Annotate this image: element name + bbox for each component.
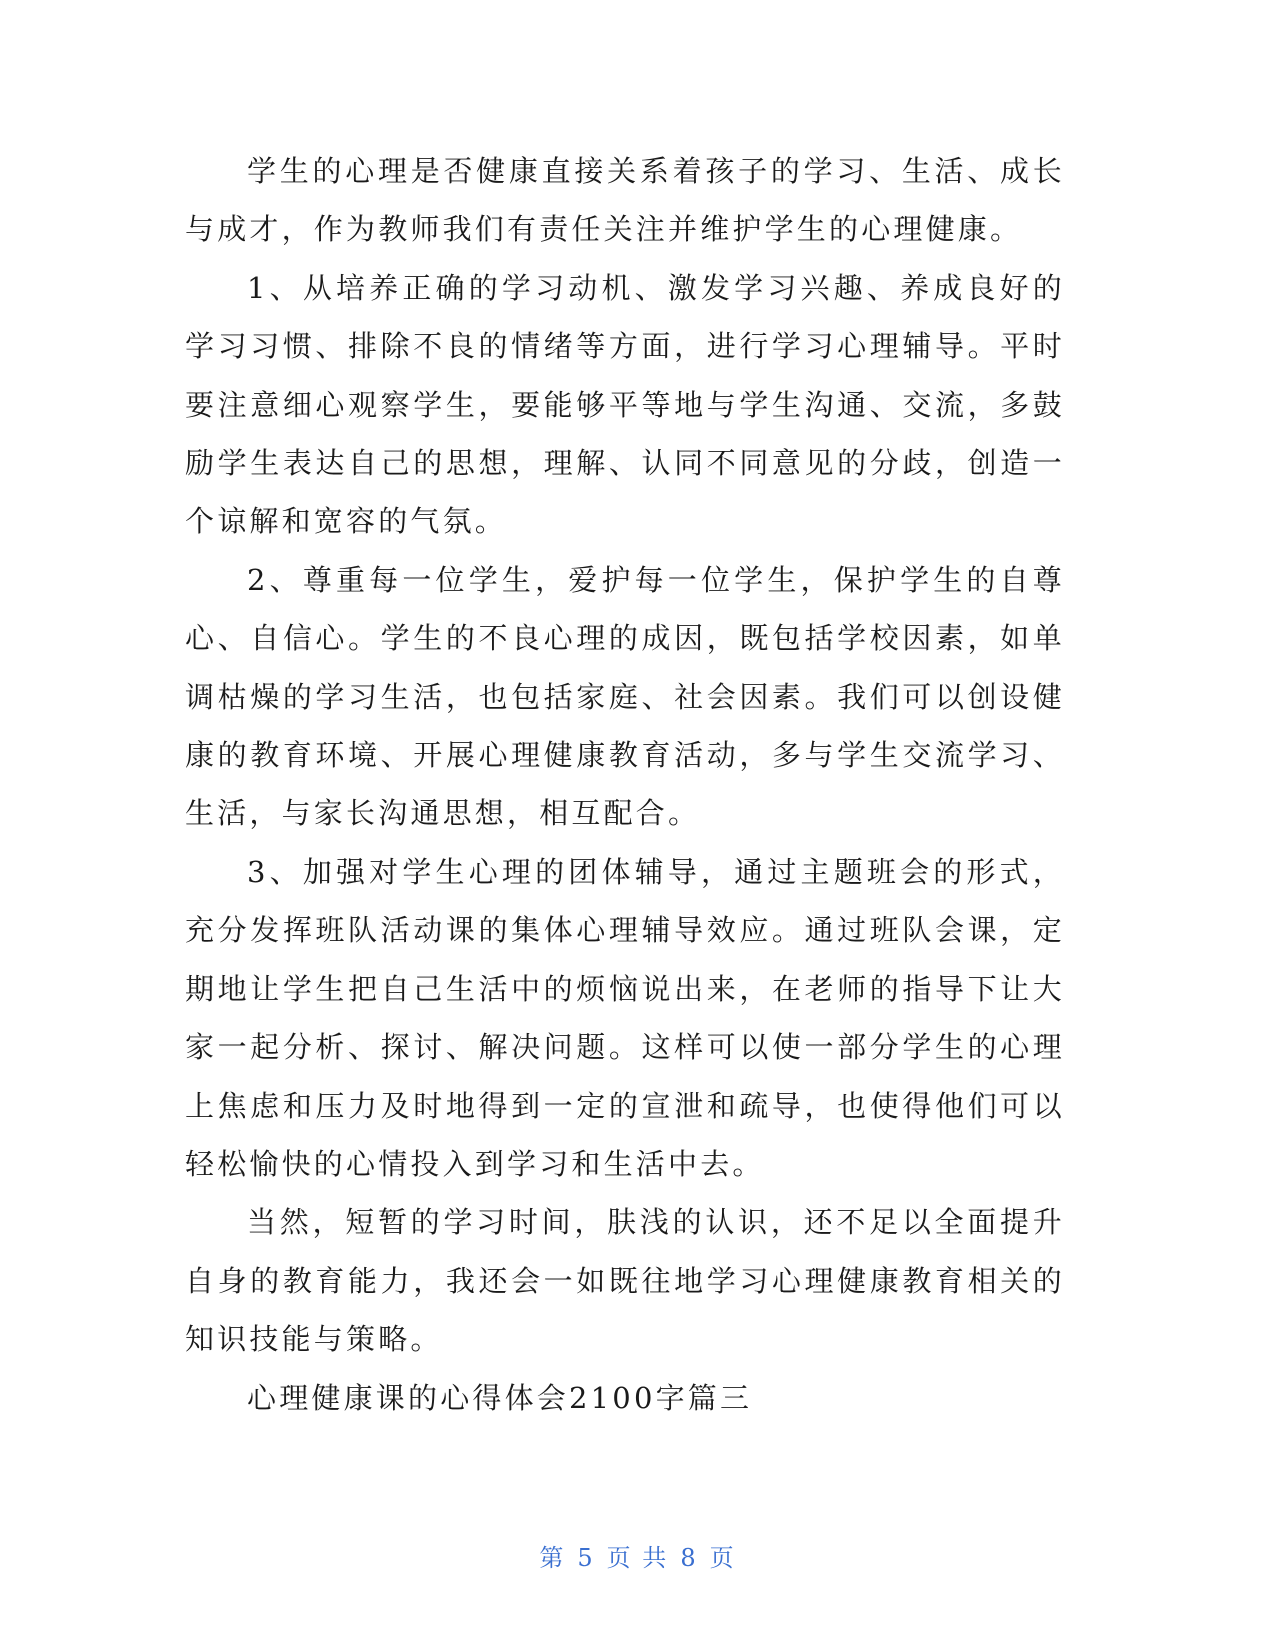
footer-current-page: 5 xyxy=(577,1544,595,1572)
paragraph-intro: 学生的心理是否健康直接关系着孩子的学习、生活、成长与成才，作为教师我们有责任关注并维护学生的心理健康。 xyxy=(185,154,1065,247)
paragraph-conclusion: 当然，短暂的学习时间，肤浅的认识，还不足以全面提升自身的教育能力，我还会一如既往地学习心理健康教育相关的知识技能与策略。 xyxy=(185,1205,1065,1357)
paragraph-point-3: 3、加强对学生心理的团体辅导，通过主题班会的形式，充分发挥班队活动课的集体心理辅导效应。通过班队会课，定期地让学生把自己生活中的烦恼说出来，在老师的指导下让大家一起分析、探讨、解决问题。这样可以使一部分学生的心理上焦虑和压力及时地得到一定的宣泄和疏导，也使得他们可以轻松愉快的心情投入到学习和生活中去。 xyxy=(185,854,1065,1181)
footer-prefix: 第 xyxy=(539,1544,566,1572)
footer-mid: 页 共 xyxy=(606,1544,669,1572)
paragraph-point-2: 2、尊重每一位学生，爱护每一位学生，保护学生的自尊心、自信心。学生的不良心理的成因，既包括学校因素，如单调枯燥的学习生活，也包括家庭、社会因素。我们可以创设健康的教育环境、开展心理健康教育活动，多与学生交流学习、生活，与家长沟通思想，相互配合。 xyxy=(185,562,1065,831)
page-footer xyxy=(0,1538,1275,1573)
footer-total-pages: 8 xyxy=(680,1544,698,1572)
paragraph-point-1: 1、从培养正确的学习动机、激发学习兴趣、养成良好的学习习惯、排除不良的情绪等方面，进行学习心理辅导。平时要注意细心观察学生，要能够平等地与学生沟通、交流，多鼓励学生表达自己的思想，理解、认同不同意见的分歧，创造一个谅解和宽容的气氛。 xyxy=(185,270,1065,539)
section-heading: 心理健康课的心得体会2100字篇三 xyxy=(247,1380,753,1415)
footer-suffix: 页 xyxy=(709,1544,736,1572)
document-body xyxy=(185,142,1065,1427)
